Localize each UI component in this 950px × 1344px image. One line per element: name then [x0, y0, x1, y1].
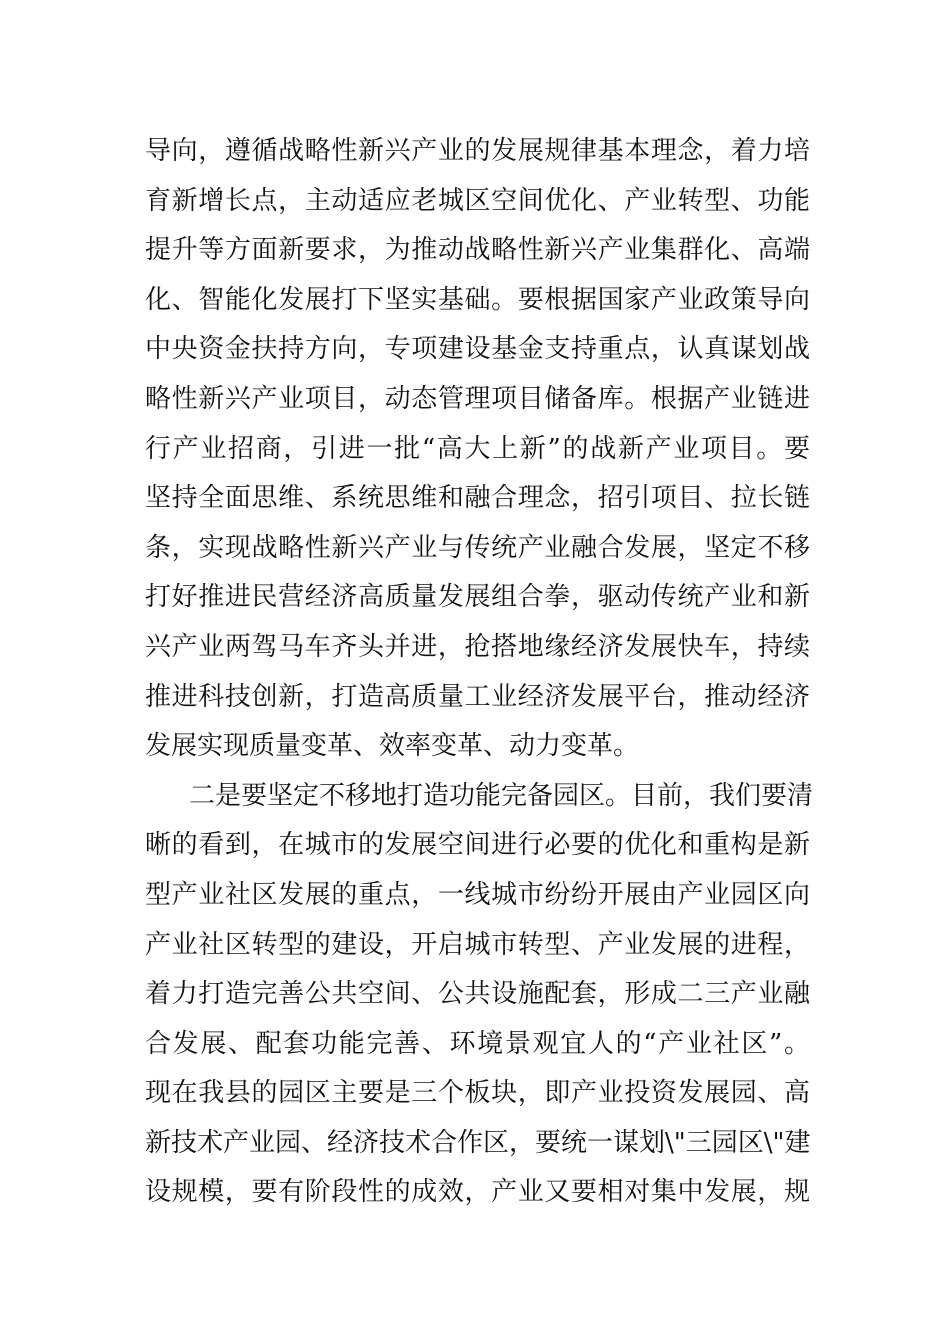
- body-text: [145, 127, 814, 1218]
- text-line-21: 新技术产业园、经济技术合作区，要统一谋划\"三园区\"建: [145, 1127, 811, 1158]
- text-line-14: 二是要坚定不移地打造功能完备园区。目前，我们要清: [189, 780, 814, 811]
- text-line-1: 导向，遵循战略性新兴产业的发展规律基本理念，着力培: [145, 136, 810, 166]
- text-line-22: 设规模，要有阶段性的成效，产业又要相对集中发展，规: [145, 1177, 810, 1208]
- text-line-6: 略性新兴产业项目，动态管理项目储备库。根据产业链进: [145, 383, 810, 414]
- text-line-4: 化、智能化发展打下坚实基础。要根据国家产业政策导向: [145, 284, 810, 315]
- text-line-19: 合发展、配套功能完善、环境景观宜人的“产业社区”。: [145, 1028, 810, 1059]
- text-line-10: 打好推进民营经济高质量发展组合拳，驱动传统产业和新: [145, 582, 810, 613]
- text-line-8: 坚持全面思维、系统思维和融合理念，招引项目、拉长链: [145, 483, 810, 514]
- text-line-5: 中央资金扶持方向，专项建设基金支持重点，认真谋划战: [145, 334, 810, 365]
- text-line-17: 产业社区转型的建设，开启城市转型、产业发展的进程，: [145, 929, 810, 960]
- text-line-15: 晰的看到，在城市的发展空间进行必要的优化和重构是新: [145, 830, 810, 861]
- text-line-13: 发展实现质量变革、效率变革、动力变革。: [145, 731, 640, 762]
- text-line-7: 行产业招商，引进一批“高大上新”的战新产业项目。要: [145, 433, 810, 464]
- text-line-3: 提升等方面新要求，为推动战略性新兴产业集群化、高端: [145, 235, 810, 266]
- text-line-2: 育新增长点，主动适应老城区空间优化、产业转型、功能: [145, 185, 810, 216]
- text-line-16: 型产业社区发展的重点，一线城市纷纷开展由产业园区向: [145, 879, 810, 910]
- text-line-18: 着力打造完善公共空间、公共设施配套，形成二三产业融: [145, 979, 810, 1010]
- text-line-20: 现在我县的园区主要是三个板块，即产业投资发展园、高: [145, 1078, 810, 1109]
- text-line-9: 条，实现战略性新兴产业与传统产业融合发展，坚定不移: [145, 532, 810, 563]
- text-line-12: 推进科技创新，打造高质量工业经济发展平台，推动经济: [145, 681, 810, 712]
- text-line-11: 兴产业两驾马车齐头并进，抢搭地缘经济发展快车，持续: [145, 631, 810, 662]
